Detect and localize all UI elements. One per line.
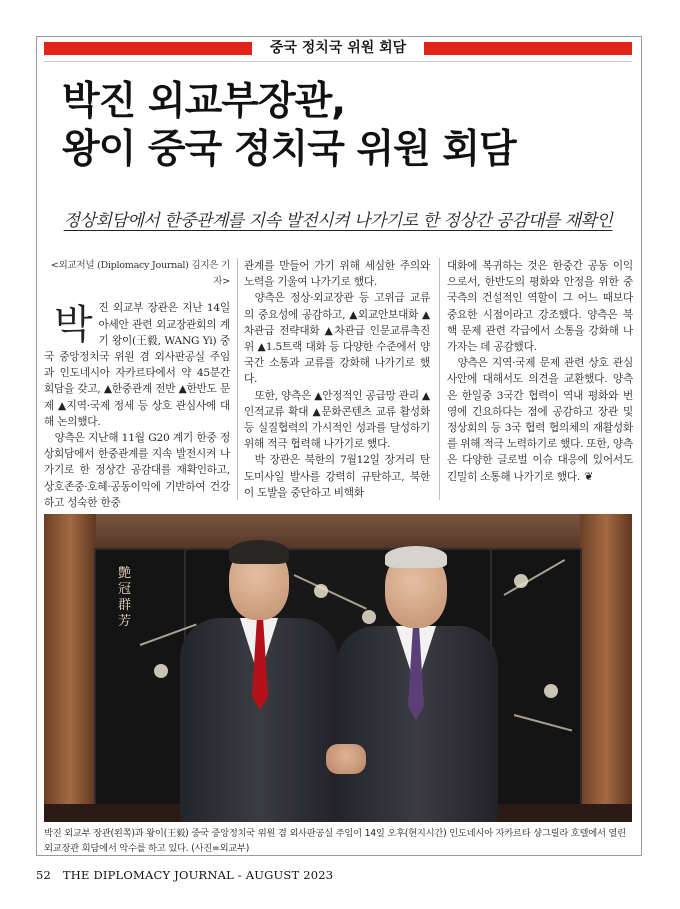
article-paragraph: 박진 외교부 장관은 지난 14일 아세안 관련 외교장관회의 계기 왕이(王毅, WANG Yi) 중국 중앙정치국 위원 겸 외사판공실 주임과 인도네시아 자카르타에서 약 45분간 회담을 갖고, ▲한중관계 전반 ▲한반도 문제 ▲지역·국제 정세 등 상호 관심사에 대해 논의했다. [44, 302, 230, 428]
lacquer-screen-panel [94, 548, 186, 810]
photo-caption: 박진 외교부 장관(왼쪽)과 왕이(王毅) 중국 중앙정치국 위원 겸 외사판공실 주임이 14일 오후(현지시간) 인도네시아 자카르타 샹그릴라 호텔에서 열린 외교장관 회담에서 악수를 하고 있다. (사진=외교부) [44, 828, 626, 854]
article-paragraph: 양측은 지역·국제 문제 관련 상호 관심사안에 대해서도 의견을 교환했다. 양측은 한일중 3국간 협력이 역내 평화와 번영에 긴요하다는 점에 공감하고 장관 및 정상회의 등 3국 협력 협의체의 재활성화를 위해 적극 노력하기로 했다. 또한, 양측은 다양한 글로벌 이슈 대응에 있어서도 긴밀히 소통해 나가기로 했다. ❦ [447, 357, 633, 483]
article-paragraph: 관계를 만들어 가기 위해 세심한 주의와 노력을 기울여 나가기로 했다. [244, 260, 430, 289]
drop-cap: 박 [54, 302, 93, 349]
byline: <외교저널 (Diplomacy Journal) 김지은 기자> [50, 260, 230, 288]
screen-flower-motif [314, 584, 328, 598]
article-column-1 [44, 258, 230, 511]
page-number: 52 [36, 868, 52, 882]
article-column-2 [244, 258, 430, 501]
article-paragraph: 대화에 복귀하는 것은 한중간 공동 이익으로서, 한반도의 평화와 안정을 위한 중국측의 건설적인 역할이 그 어느 때보다 중요한 시점이라고 강조했다. 양측은 북핵 문제 관련 각급에서 소통을 강화해 나가자는 데 공감했다. [447, 260, 633, 354]
article-column-3 [447, 258, 633, 485]
handshake [326, 744, 366, 774]
screen-flower-motif [154, 664, 168, 678]
article-paragraph: 양측은 지난해 11월 G20 계기 한중 정상회담에서 한중관계를 지속 발전시켜 나가기로 한 정상간 공감대를 재확인하고, 상호존중·호혜·공동이익에 기반하여 건강하고 성숙한 한중 [44, 432, 230, 509]
column-divider [237, 258, 238, 500]
screen-flower-motif [544, 684, 558, 698]
photo-pillar-left [44, 514, 96, 822]
headline-line-2: 왕이 중국 정치국 위원 회담 [62, 127, 516, 172]
section-bar-right [424, 42, 632, 55]
headline-line-1: 박진 외교부장관, [62, 79, 346, 124]
page-footer [36, 868, 333, 882]
article-paragraph: 박 장관은 북한의 7월12일 장거리 탄도미사일 발사를 강력히 규탄하고, 북한이 도발을 중단하고 비핵화 [244, 454, 430, 499]
person-right-hair [385, 546, 447, 568]
headline [62, 78, 632, 174]
publication-name: THE DIPLOMACY JOURNAL - AUGUST 2023 [62, 868, 334, 882]
article-paragraph: 양측은 정상·외교장관 등 고위급 교류의 중요성에 공감하고, ▲외교안보대화 ▲차관급 전략대화 ▲차관급 인문교류촉진위 ▲1.5트랙 대화 등 다양한 수준에서 양국간 소통과 교류를 강화해 나가기로 했다. [244, 292, 430, 386]
screen-flower-motif [362, 610, 376, 624]
end-mark-icon: ❦ [584, 469, 594, 483]
section-bar-left [44, 42, 252, 55]
subheadline: 정상회담에서 한중관계를 지속 발전시켜 나가기로 한 정상간 공감대를 재확인 [63, 211, 613, 231]
person-left-hair [229, 540, 289, 564]
photo-pillar-right [580, 514, 632, 822]
top-rule [44, 61, 632, 62]
screen-flower-motif [514, 574, 528, 588]
article-paragraph: 또한, 양측은 ▲안정적인 공급망 관리 ▲인적교류 확대 ▲문화콘텐츠 교류 활성화 등 실질협력의 가시적인 성과를 달성하기 위해 적극 협력해 나가기로 했다. [244, 389, 430, 451]
article-photo [44, 514, 632, 822]
section-label: 중국 정치국 위원 회담 [269, 40, 407, 56]
lacquer-screen-panel [490, 548, 582, 810]
screen-calligraphy: 艶冠群芳 [118, 566, 132, 629]
column-divider [439, 258, 440, 500]
